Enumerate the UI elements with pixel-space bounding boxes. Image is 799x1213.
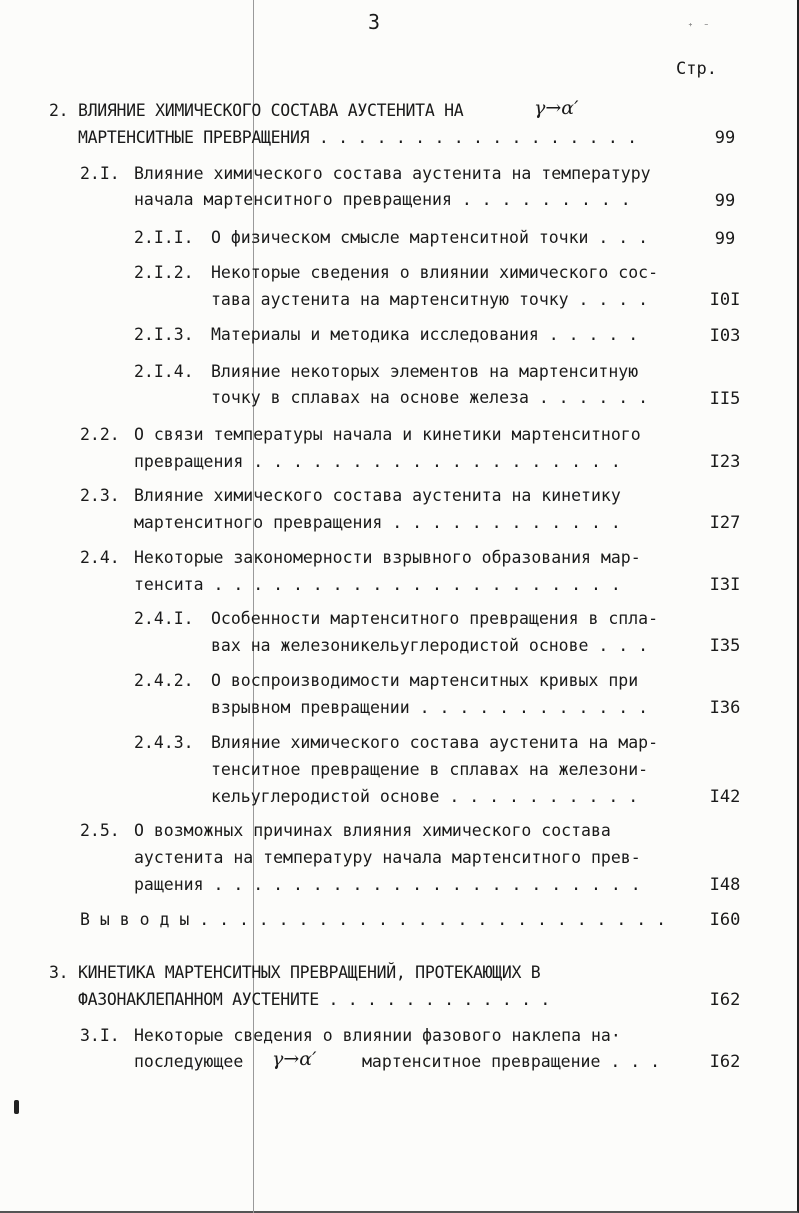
toc-entry-2-5-page: I48 (709, 875, 741, 895)
toc-entry-3-line-2: ФАЗОНАКЛЕПАННОМ АУСТЕНИТЕ . . . . . . . . . . . . (78, 990, 551, 1009)
toc-entry-2-4-3-page: I42 (709, 787, 741, 807)
toc-entry-2-3-number: 2.3. (80, 486, 120, 505)
toc-entry-2-3-page: I27 (709, 513, 741, 533)
toc-entry-2-4-2-number: 2.4.2. (134, 671, 194, 690)
corner-mark: ᐩ ᐨ (688, 20, 711, 34)
toc-entry-2-1-1-page: 99 (714, 229, 736, 249)
toc-entry-2-1-4-line-2: точку в сплавах на основе железа . . . . . . (211, 388, 649, 407)
toc-entry-2-1-3-number: 2.I.3. (134, 325, 194, 344)
toc-entry-2-5-line-3: ращения . . . . . . . . . . . . . . . . . . . . . . (134, 875, 641, 894)
toc-entry-3-1-page: I62 (709, 1052, 741, 1072)
toc-entry-2-1-2-page: I0I (709, 290, 741, 310)
toc-entry-2-1-4-number: 2.I.4. (134, 362, 194, 381)
toc-entry-2-line-2: МАРТЕНСИТНЫЕ ПРЕВРАЩЕНИЯ . . . . . . . . . . . . . . . . . (78, 128, 637, 147)
toc-entry-conclusions-page: I60 (709, 910, 741, 930)
toc-entry-2-1-2-line-1: Некоторые сведения о влиянии химического сос- (211, 263, 659, 282)
toc-entry-2-4-3-number: 2.4.3. (134, 733, 194, 752)
page-number: 3 (368, 10, 381, 34)
page-column-header: Стр. (676, 59, 717, 79)
toc-entry-2-4-2-line-1: О воспроизводимости мартенситных кривых при (211, 671, 639, 690)
toc-entry-3-1-number: 3.I. (80, 1026, 120, 1045)
toc-entry-2-4-1-line-2: вах на железоникельуглеродистой основе . . . (211, 636, 649, 655)
toc-entry-2-1-3-line-1: Материалы и методика исследования . . . . . (211, 325, 639, 344)
toc-entry-2-3-line-2: мартенситного превращения . . . . . . . . . . . . (134, 513, 621, 532)
toc-entry-2-1-4-line-1: Влияние некоторых элементов на мартенситную (211, 362, 639, 381)
toc-entry-2-4-2-page: I36 (709, 698, 741, 718)
toc-entry-3-1-line-2b: мартенситное превращение . . . (362, 1052, 661, 1071)
toc-entry-2-4-line-1: Некоторые закономерности взрывного образования мар- (134, 548, 641, 567)
toc-entry-2-1-2-number: 2.I.2. (134, 263, 194, 282)
toc-entry-conclusions: В ы в о д ы . . . . . . . . . . . . . . . . . . . . . . . . (80, 910, 667, 929)
toc-entry-3-1-line-2a: последующее (134, 1052, 244, 1071)
toc-entry-3-1-line-1: Некоторые сведения о влиянии фазового наклепа на· (134, 1026, 621, 1045)
toc-entry-3-page: I62 (709, 990, 741, 1010)
toc-entry-2-2-line-1: О связи температуры начала и кинетики мартенситного (134, 425, 641, 444)
toc-entry-2-4-page: I3I (709, 575, 741, 595)
toc-entry-2-3-line-1: Влияние химического состава аустенита на кинетику (134, 486, 621, 505)
toc-entry-2-page: 99 (714, 128, 736, 148)
toc-entry-2-2-line-2: превращения . . . . . . . . . . . . . . . . . . . (134, 452, 621, 471)
toc-entry-2-1-1-line-1: О физическом смысле мартенситной точки . . . (211, 228, 649, 247)
formula-gamma-alpha-2: γ→α′ (272, 1048, 317, 1070)
toc-entry-3-number: 3. (49, 963, 69, 982)
toc-entry-2-1-number: 2.I. (80, 164, 120, 183)
toc-entry-2-5-line-1: О возможных причинах влияния химического состава (134, 821, 611, 840)
toc-entry-2-4-1-page: I35 (709, 636, 741, 656)
toc-entry-2-2-page: I23 (709, 452, 741, 472)
toc-entry-2-4-number: 2.4. (80, 548, 120, 567)
formula-gamma-alpha: γ→α′ (534, 97, 579, 119)
toc-entry-2-number: 2. (49, 101, 69, 120)
toc-entry-2-1-page: 99 (714, 191, 736, 211)
margin-mark (14, 1100, 19, 1114)
toc-entry-3-line-1: КИНЕТИКА МАРТЕНСИТНЫХ ПРЕВРАЩЕНИЙ, ПРОТЕКАЮЩИХ В (78, 963, 541, 982)
toc-entry-2-5-line-2: аустенита на температуру начала мартенситного прев- (134, 848, 641, 867)
toc-entry-2-2-number: 2.2. (80, 425, 120, 444)
toc-entry-2-1-2-line-2: тава аустенита на мартенситную точку . . . . (211, 290, 649, 309)
toc-entry-2-5-number: 2.5. (80, 821, 120, 840)
toc-entry-2-4-1-line-1: Особенности мартенситного превращения в спла- (211, 609, 659, 628)
toc-entry-2-1-line-1: Влияние химического состава аустенита на температуру (134, 164, 651, 183)
toc-entry-2-1-4-page: II5 (709, 389, 741, 409)
toc-entry-2-4-3-line-1: Влияние химического состава аустенита на мар- (211, 733, 659, 752)
toc-entry-2-4-3-line-3: кельуглеродистой основе . . . . . . . . . . (211, 787, 639, 806)
toc-entry-2-4-line-2: тенсита . . . . . . . . . . . . . . . . . . . . . (134, 575, 621, 594)
toc-entry-2-1-1-number: 2.I.I. (134, 228, 194, 247)
toc-entry-2-1-3-page: I03 (709, 326, 741, 346)
toc-entry-2-4-3-line-2: тенситное превращение в сплавах на железони- (211, 760, 649, 779)
toc-entry-2-line-1: ВЛИЯНИЕ ХИМИЧЕСКОГО СОСТАВА АУСТЕНИТА НА (78, 101, 464, 120)
toc-entry-2-4-2-line-2: взрывном превращении . . . . . . . . . . . . (211, 698, 649, 717)
toc-entry-2-1-line-2: начала мартенситного превращения . . . . . . . . . (134, 190, 631, 209)
toc-entry-2-4-1-number: 2.4.I. (134, 609, 194, 628)
